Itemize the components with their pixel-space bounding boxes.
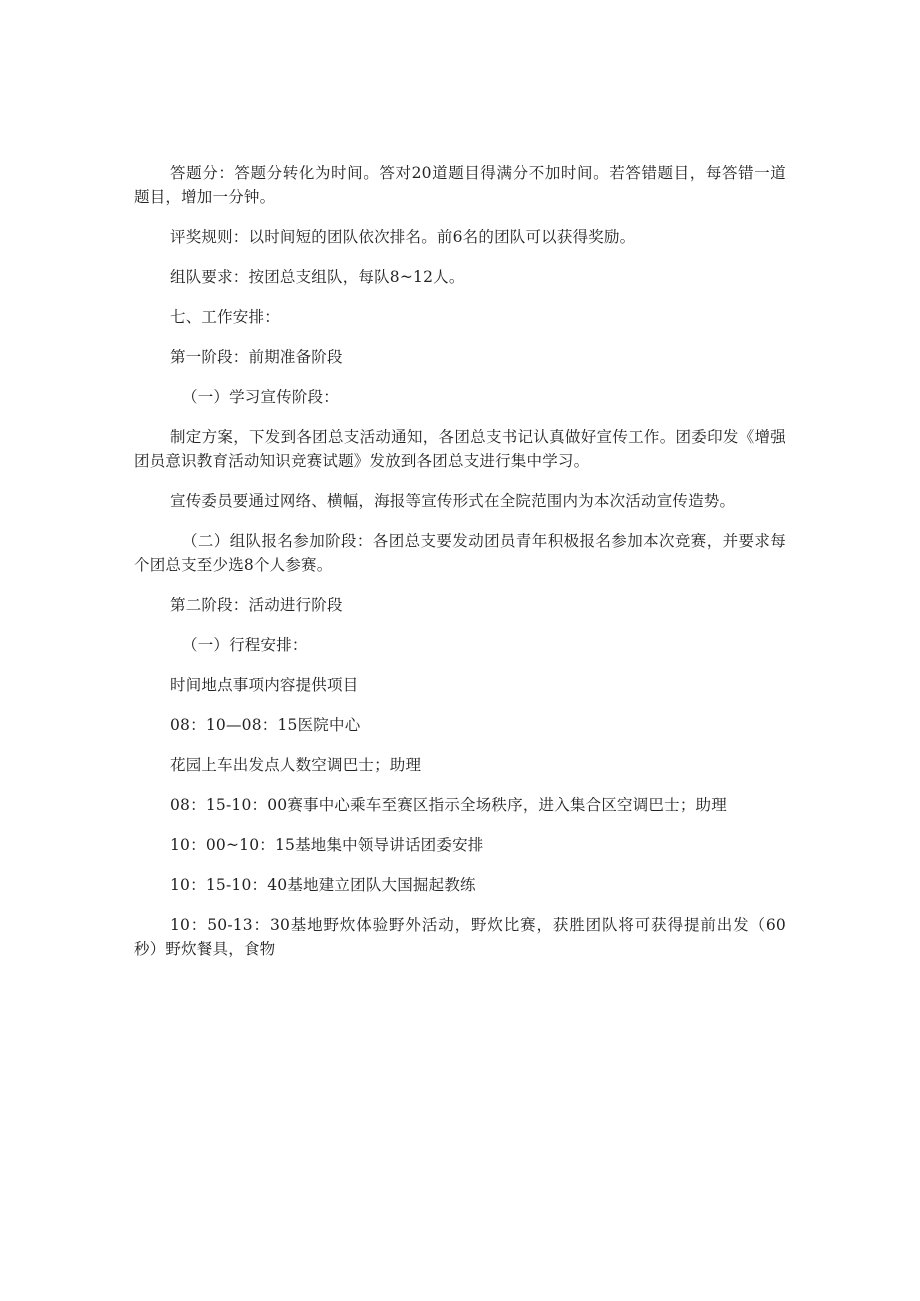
paragraph-publicity: 宣传委员要通过网络、横幅，海报等宣传形式在全院范围内为本次活动宣传造势。 [170,492,736,510]
paragraph-team-registration: （二）组队报名参加阶段：各团总支要发动团员青年积极报名参加本次竞赛，并要求每个团总支至少选8个人参赛。 [134,532,786,574]
subheading-study-publicity: （一）学习宣传阶段： [182,388,340,406]
paragraph-plan-notice: 制定方案，下发到各团总支活动通知，各团总支书记认真做好宣传工作。团委印发《增强团员意识教育活动知识竞赛试题》发放到各团总支进行集中学习。 [134,428,786,470]
subheading-itinerary: （一）行程安排： [182,636,308,654]
section-heading-work-arrangement: 七、工作安排： [170,308,280,326]
paragraph-answer-score: 答题分：答题分转化为时间。答对20道题目得满分不加时间。若答错题目，每答错一道题目，增加一分钟。 [134,164,786,206]
itinerary-row: 花园上车出发点人数空调巴士；助理 [170,756,422,774]
stage-heading-preparation: 第一阶段：前期准备阶段 [170,348,343,366]
stage-heading-activity: 第二阶段：活动进行阶段 [170,596,343,614]
document-body [134,161,786,961]
itinerary-header: 时间地点事项内容提供项目 [170,676,359,694]
itinerary-row: 10：15-10：40基地建立团队大国掘起教练 [170,876,476,894]
itinerary-row: 08：15-10：00赛事中心乘车至赛区指示全场秩序，进入集合区空调巴士；助理 [170,796,727,814]
paragraph-team-requirements: 组队要求：按团总支组队，每队8~12人。 [170,268,465,286]
itinerary-row: 08：10—08：15医院中心 [170,716,361,734]
itinerary-row: 10：50-13：30基地野炊体验野外活动，野炊比赛，获胜团队将可获得提前出发（60秒）野炊餐具，食物 [134,916,786,958]
paragraph-award-rules: 评奖规则：以时间短的团队依次排名。前6名的团队可以获得奖励。 [170,228,636,246]
itinerary-row: 10：00~10：15基地集中领导讲话团委安排 [170,836,484,854]
